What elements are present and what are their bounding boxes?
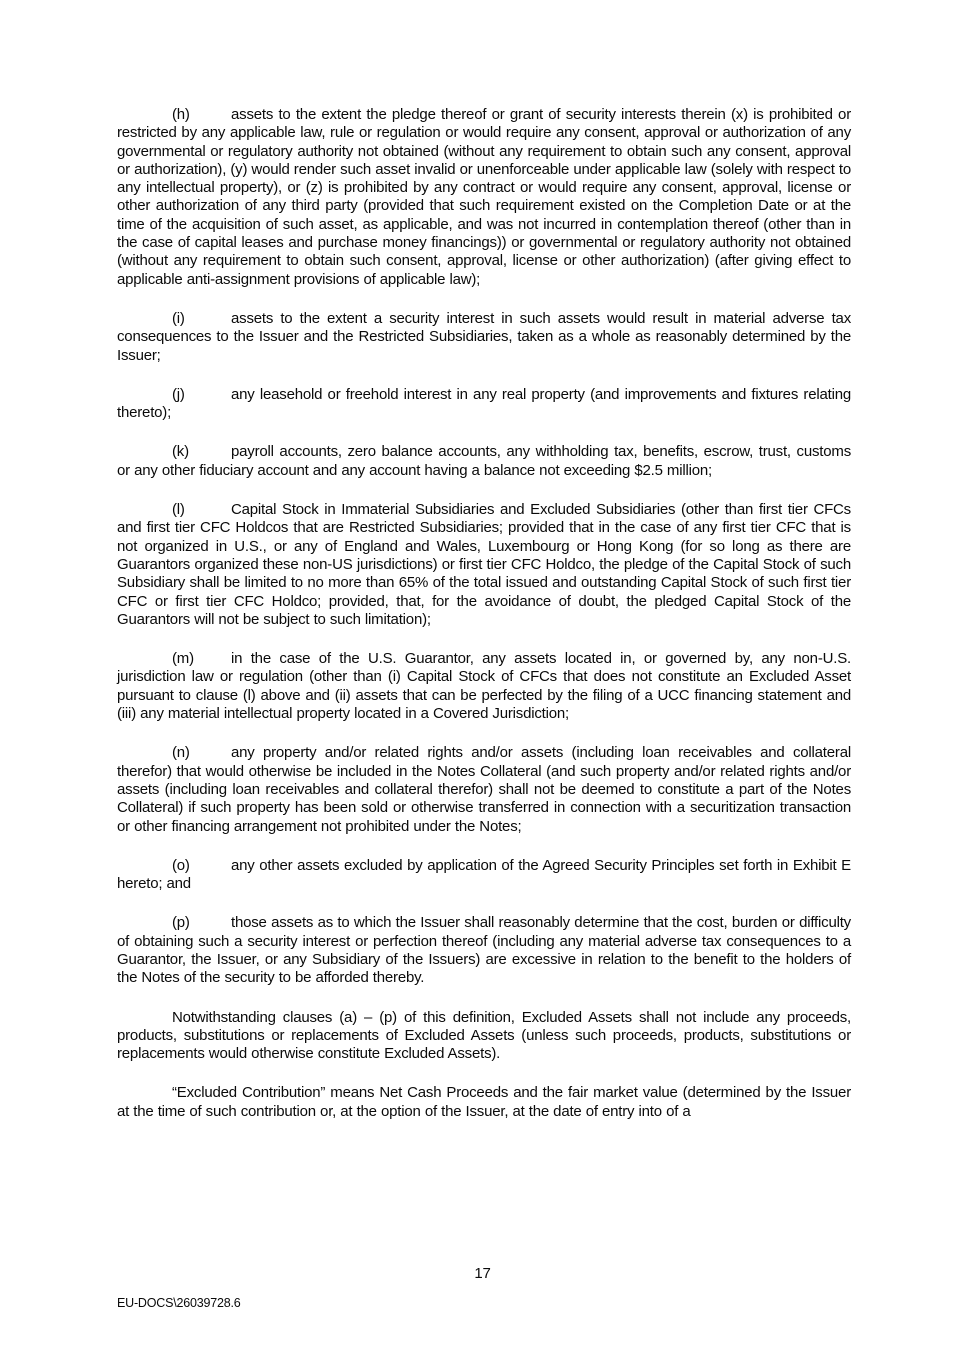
clause-j-label: (j) — [172, 385, 185, 403]
page-number: 17 — [474, 1265, 491, 1282]
clause-p-label: (p) — [172, 914, 190, 932]
clause-n-paragraph — [117, 744, 851, 835]
clause-k-paragraph — [117, 443, 851, 480]
notwithstanding-paragraph: Notwithstanding clauses (a) – (p) of this definition, Excluded Assets shall not include any proceeds, products, substitutions or replacements of Excluded Assets (unless such proceeds, products, substitutions or replacements would otherwise constitute Excluded Assets). — [117, 1008, 851, 1063]
clause-o-paragraph — [117, 857, 851, 894]
clause-i-text: assets to the extent a security interest in such assets would result in material adverse tax consequences to the Issuer and the Restricted Subsidiaries, taken as a whole as reasonably determined by the Issuer; — [117, 309, 851, 364]
clause-h-text: assets to the extent the pledge thereof or grant of security interests therein (x) is prohibited or restricted by any applicable law, rule or regulation or would require any consent, approval or authorization of any governmental or regulatory authority not obtained (without any requirement to obtain such any consent, approval or authorization), (y) would render such asset invalid or unenforceable under applicable law (solely with respect to any intellectual property), or (z) is prohibited by any contract or would require any consent, approval, license or other authorization of any third party (provided that such requirement existed on the Completion Date or at the time of the acquisition of such asset, as applicable, and was not incurred in contemplation thereof (other than in the case of capital leases and purchase money financings)) or governmental or regulatory authority not obtained (without any requirement to obtain such consent, approval, license or other authorization) (after giving effect to applicable anti-assignment provisions of applicable law); — [117, 106, 851, 288]
clause-m-label: (m) — [172, 650, 194, 668]
clause-p-text: those assets as to which the Issuer shall reasonably determine that the cost, burden or difficulty of obtaining such a security interest or perfection thereof (including any material adverse tax consequences to a Guarantor, the Issuer, or any Subsidiary of the Issuers) are excessive in relation to the benefit to the holders of the Notes of the security to be afforded thereby. — [117, 914, 851, 987]
clause-l-text: Capital Stock in Immaterial Subsidiaries and Excluded Subsidiaries (other than first tier CFCs and first tier CFC Holdcos that are Restricted Subsidiaries; provided that in the case of any first tier CFC that is not organized in U.S., or any of England and Wales, Luxembourg or Hong Kong (for so long as there are Guarantors organized these non-US jurisdictions) or first tier CFC Holdco, the pledge of the Capital Stock of such Subsidiary shall be limited to no more than 65% of the total issued and outstanding Capital Stock of such first tier CFC or first tier CFC Holdco; provided, that, for the avoidance of doubt, the pledged Capital Stock of the Guarantors will not be subject to such limitation); — [117, 501, 851, 628]
clause-n-text: any property and/or related rights and/or assets (including loan receivables and collateral therefor) that would otherwise be included in the Notes Collateral (and such property and/or related rights and/or assets (including loan receivables and collateral therefor) shall not be deemed to constitute a part of the Notes Collateral) if such property has been sold or otherwise transferred in connection with a securitization transaction or other financing arrangement not prohibited under the Notes; — [117, 744, 851, 835]
clause-k-text: payroll accounts, zero balance accounts, any withholding tax, benefits, escrow, trust, customs or any other fiduciary account and any account having a balance not exceeding $2.5 million; — [117, 443, 851, 479]
clause-l-label: (l) — [172, 501, 185, 519]
clause-p-paragraph — [117, 914, 851, 987]
clause-m-text: in the case of the U.S. Guarantor, any assets located in, or governed by, any non-U.S. jurisdiction law or regulation (other than (i) Capital Stock of CFCs that does not constitute an Excluded Asset pursuant to clause (l) above and (ii) assets that can be perfected by the filing of a UCC financing statement and (iii) any material intellectual property located in a Covered Jurisdiction; — [117, 650, 851, 723]
clause-i-label: (i) — [172, 309, 185, 327]
page-body — [117, 106, 851, 1142]
clause-m-paragraph — [117, 650, 851, 723]
clause-j-text: any leasehold or freehold interest in any real property (and improvements and fixtures relating thereto); — [117, 385, 851, 422]
clause-o-text: any other assets excluded by application of the Agreed Security Principles set forth in Exhibit E hereto; and — [117, 856, 851, 893]
clause-h-paragraph — [117, 106, 851, 289]
excluded-contribution-paragraph: “Excluded Contribution” means Net Cash Proceeds and the fair market value (determined by the Issuer at the time of such contribution or, at the option of the Issuer, at the date of entry into of a — [117, 1084, 851, 1120]
clause-n-label: (n) — [172, 744, 190, 762]
clause-l-paragraph — [117, 501, 851, 629]
clause-o-label: (o) — [172, 856, 190, 874]
clause-h-label: (h) — [172, 106, 190, 123]
clause-j-paragraph — [117, 386, 851, 423]
clause-k-label: (k) — [172, 443, 189, 461]
document-reference-footer: EU-DOCS\26039728.6 — [117, 1296, 241, 1310]
clause-i-paragraph — [117, 310, 851, 365]
